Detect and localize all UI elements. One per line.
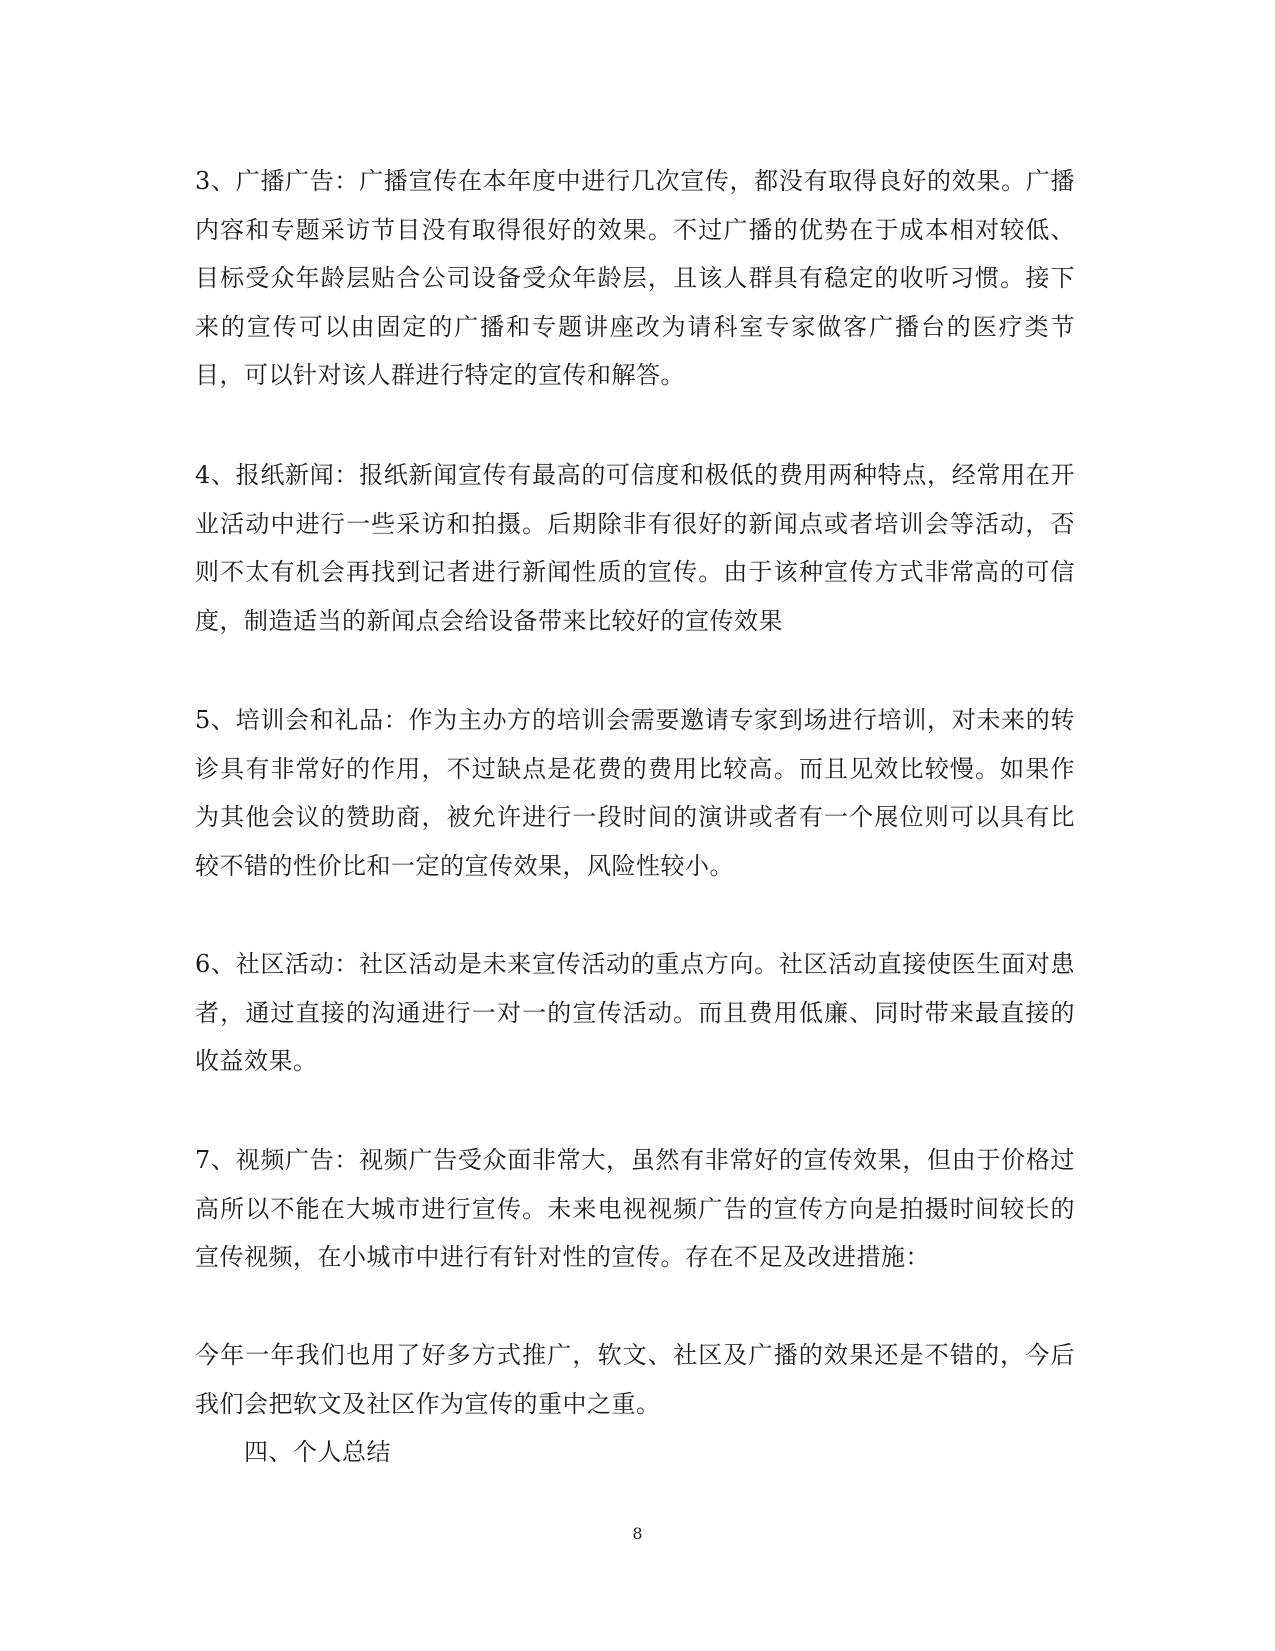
paragraph-newspaper-news: 4、报纸新闻：报纸新闻宣传有最高的可信度和极低的费用两种特点，经常用在开业活动中进行一些采访和拍摄。后期除非有很好的新闻点或者培训会等活动，否则不太有机会再找到记者进行新闻性质的宣传。由于该种宣传方式非常高的可信度，制造适当的新闻点会给设备带来比较好的宣传效果: [195, 461, 1075, 635]
paragraph-community-activities: 6、社区活动：社区活动是未来宣传活动的重点方向。社区活动直接使医生面对患者，通过直接的沟通进行一对一的宣传活动。而且费用低廉、同时带来最直接的收益效果。: [195, 950, 1075, 1075]
paragraph-radio-ads: 3、广播广告：广播宣传在本年度中进行几次宣传，都没有取得良好的效果。广播内容和专题采访节目没有取得很好的效果。不过广播的优势在于成本相对较低、目标受众年龄层贴合公司设备受众年龄层，且该人群具有稳定的收听习惯。接下来的宣传可以由固定的广播和专题讲座改为请科室专家做客广播台的医疗类节目，可以针对该人群进行特定的宣传和解答。: [195, 167, 1075, 389]
page-number: 8: [632, 1524, 643, 1543]
paragraph-video-ads: 7、视频广告：视频广告受众面非常大，虽然有非常好的宣传效果，但由于价格过高所以不能在大城市进行宣传。未来电视视频广告的宣传方向是拍摄时间较长的宣传视频，在小城市中进行有针对性的宣传。存在不足及改进措施：: [195, 1146, 1075, 1271]
paragraph-training-gifts: 5、培训会和礼品：作为主办方的培训会需要邀请专家到场进行培训，对未来的转诊具有非常好的作用，不过缺点是花费的费用比较高。而且见效比较慢。如果作为其他会议的赞助商，被允许进行一段时间的演讲或者有一个展位则可以具有比较不错的性价比和一定的宣传效果，风险性较小。: [195, 706, 1075, 880]
paragraph-year-summary: 今年一年我们也用了好多方式推广，软文、社区及广播的效果还是不错的，今后我们会把软文及社区作为宣传的重中之重。: [195, 1341, 1075, 1418]
section-heading: 四、个人总结: [244, 1438, 391, 1466]
